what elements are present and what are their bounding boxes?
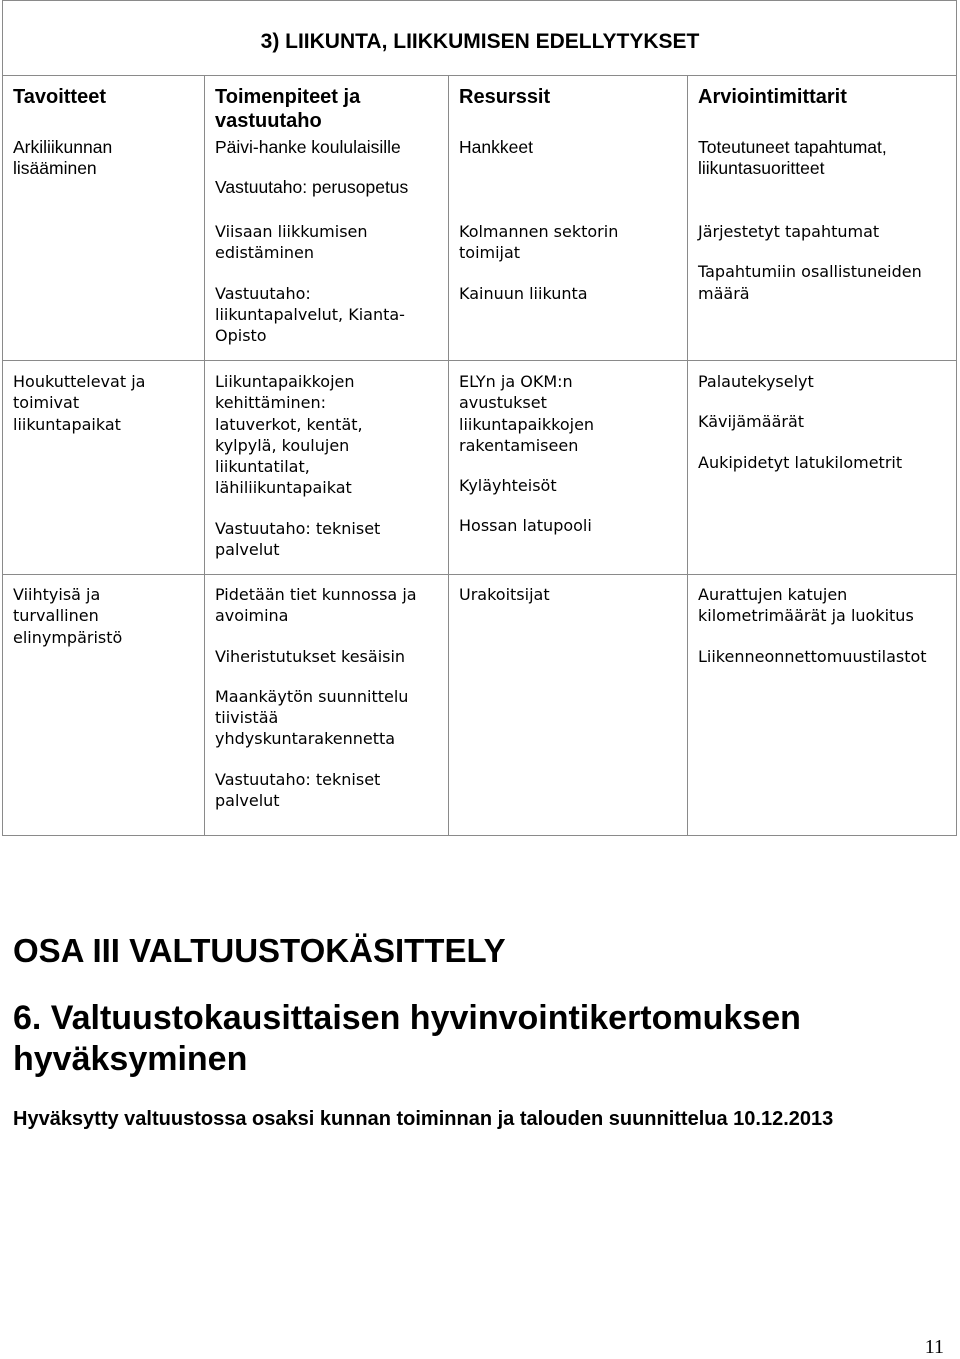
cell-text: Viihtyisä ja turvallinen elinympäristö [13,585,123,647]
page-number: 11 [924,1336,944,1358]
cell-text: Vastuutaho: tekniset palvelut [215,518,381,560]
column-divider [204,75,205,836]
row-divider [2,360,957,361]
cell-text: Liikuntapaikkojen kehittäminen: latuverkot, kentät, kylpylä, koulujen liikuntatilat, lähiliikuntapaikat [215,372,363,498]
header-resurssit: Resurssit [459,86,551,108]
header-tavoitteet: Tavoitteet [13,86,106,108]
section-heading: OSA III VALTUUSTOKÄSITTELY [13,932,506,969]
row-2-resources [459,371,683,537]
cell-text: Palautekyselyt [698,372,814,391]
cell-text: Kävijämäärät [698,412,805,432]
cell-text: Kolmannen sektorin toimijat [459,222,619,263]
cell-text: Aukipidetyt latukilometrit [698,452,903,472]
title-divider [2,75,957,76]
row-2-goal [13,371,198,435]
cell-text: Järjestetyt tapahtumat [698,222,880,241]
subheading: 6. Valtuustokausittaisen hyvinvointikertomuksen hyväksyminen [13,999,801,1078]
cell-text: Urakoitsijat [459,585,550,604]
row-0-goal [13,137,198,180]
approval-note: Hyväksytty valtuustossa osaksi kunnan toiminnan ja talouden suunnittelua 10.12.2013 [13,1108,834,1130]
cell-text: Arkiliikunnan lisääminen [13,137,113,179]
cell-text: Viheristutukset kesäisin [215,646,406,666]
row-2-metrics [698,371,953,473]
row-1-metrics [698,221,953,304]
column-divider [687,75,688,836]
cell-text: Liikenneonnettomuustilastot [698,646,927,666]
row-0-metrics [698,137,953,180]
row-divider [2,574,957,575]
row-0-resources [459,137,683,158]
cell-text: Maankäytön suunnittelu tiivistää yhdyskuntarakennetta [215,686,409,749]
cell-text: Vastuutaho: tekniset palvelut [215,769,381,811]
cell-text: Pidetään tiet kunnossa ja avoimina [215,585,417,626]
cell-text: Vastuutaho: perusopetus [215,177,409,198]
cell-text: Kainuun liikunta [459,283,588,303]
cell-text: Viisaan liikkumisen edistäminen [215,222,368,263]
cell-text: Toteutuneet tapahtumat, liikuntasuoritteet [698,137,887,179]
cell-text: Päivi-hanke koululaisille [215,137,401,157]
row-3-goal [13,584,198,648]
cell-text: Tapahtumiin osallistuneiden määrä [698,262,922,303]
cell-text: Houkuttelevat ja toimivat liikuntapaikat [13,372,146,434]
table-title: 3) LIIKUNTA, LIIKKUMISEN EDELLYTYKSET [260,30,700,53]
header-arviointimittarit: Arviointimittarit [698,86,847,108]
cell-text: ELYn ja OKM:n avustukset liikuntapaikkojen rakentamiseen [459,372,595,455]
row-3-actions [215,584,443,811]
column-divider [448,75,449,836]
cell-text: Hossan latupooli [459,516,592,536]
row-1-resources [459,221,683,304]
row-1-actions [215,221,443,346]
cell-text: Aurattujen katujen kilometrimäärät ja luokitus [698,585,914,626]
row-2-actions [215,371,443,560]
cell-text: Vastuutaho: liikuntapalvelut, Kianta- Opisto [215,283,405,346]
header-toimenpiteet: Toimenpiteet ja vastuutaho [215,86,361,132]
cell-text: Hankkeet [459,137,533,157]
row-3-resources [459,584,683,605]
row-0-actions [215,137,443,199]
cell-text: Kyläyhteisöt [459,476,557,496]
row-3-metrics [698,584,953,667]
